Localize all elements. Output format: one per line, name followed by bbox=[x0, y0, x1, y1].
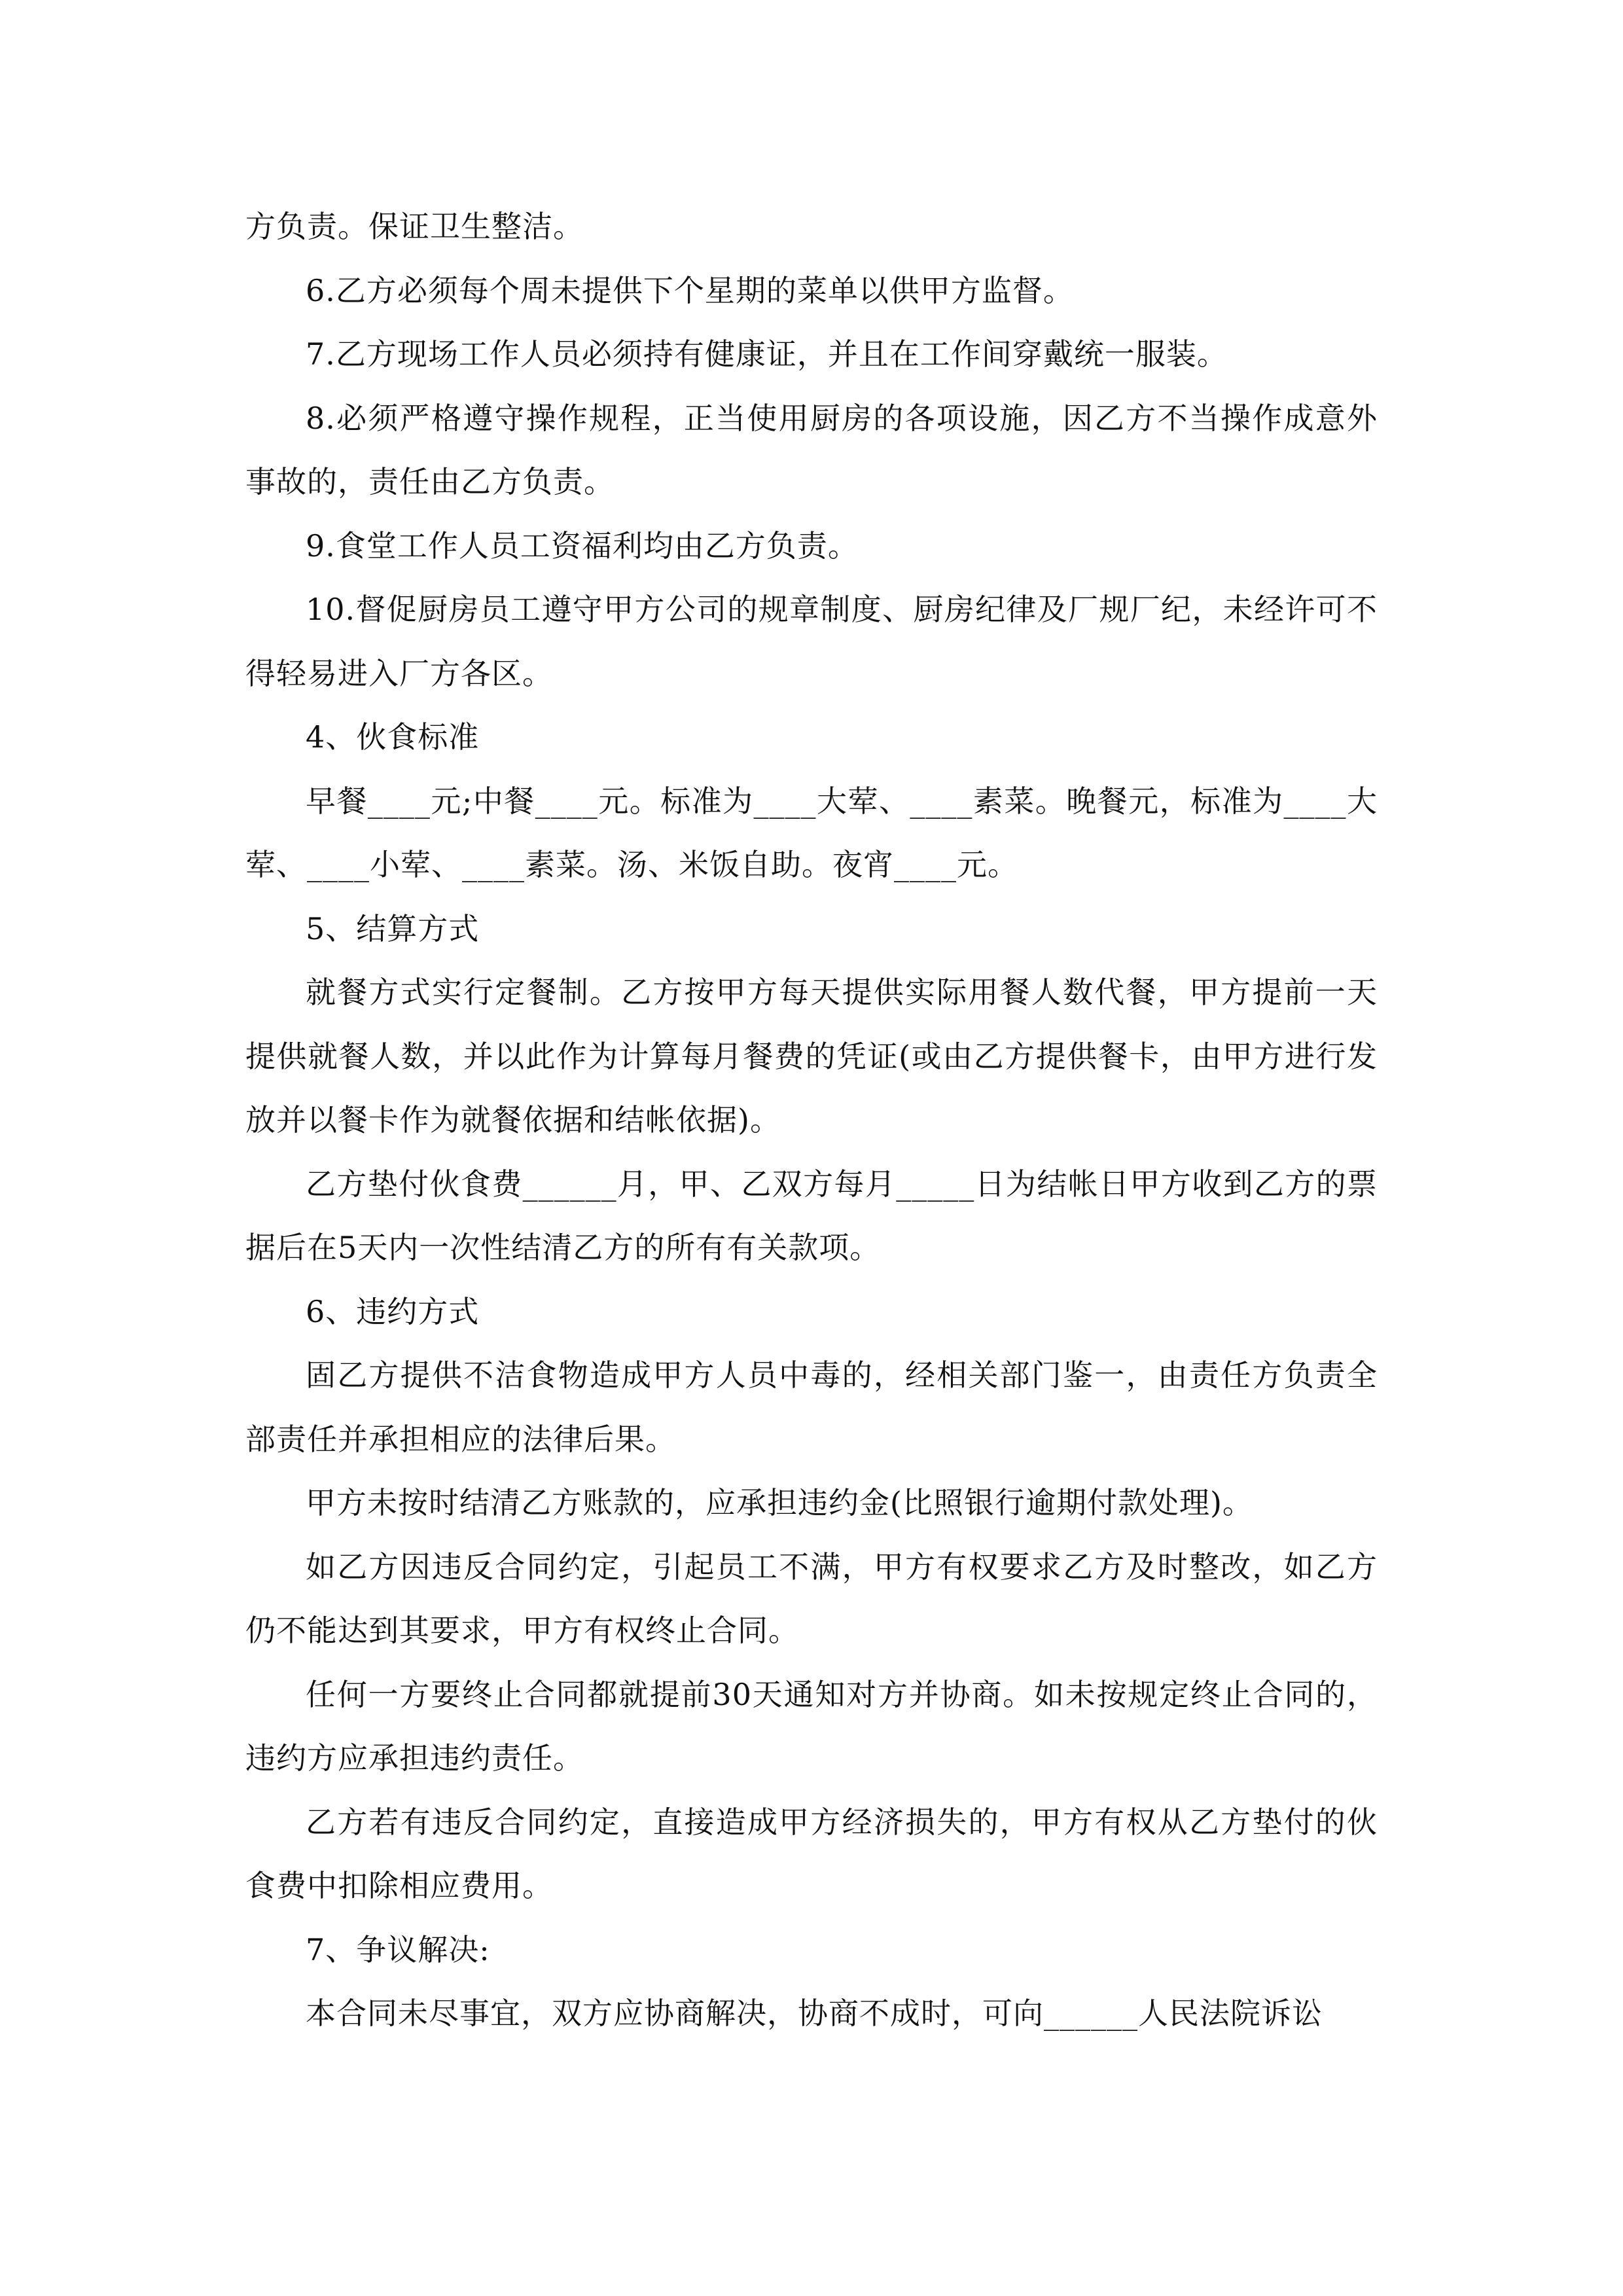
paragraph-meal-standard: 早餐____元;中餐____元。标准为____大荤、____素菜。晚餐元，标准为____大荤、____小荤、____素菜。汤、米饭自助。夜宵____元。 bbox=[245, 783, 1378, 882]
paragraph-item-10: 10.督促厨房员工遵守甲方公司的规章制度、厨房纪律及厂规厂纪，未经许可不得轻易进入厂方各区。 bbox=[245, 592, 1378, 691]
paragraph-breach-late-payment: 甲方未按时结清乙方账款的，应承担违约金(比照银行逾期付款处理)。 bbox=[306, 1485, 1253, 1520]
paragraph-item-6: 6.乙方必须每个周未提供下个星期的菜单以供甲方监督。 bbox=[306, 272, 1074, 308]
paragraph-item-8: 8.必须严格遵守操作规程，正当使用厨房的各项设施，因乙方不当操作成意外事故的，责任由乙方负责。 bbox=[245, 400, 1378, 499]
paragraph-continuation: 方负责。保证卫生整洁。 bbox=[245, 209, 584, 244]
paragraph-breach-complaints: 如乙方因违反合同约定，引起员工不满，甲方有权要求乙方及时整改，如乙方仍不能达到其要求，甲方有权终止合同。 bbox=[245, 1549, 1378, 1648]
section-heading-dispute: 7、争议解决: bbox=[306, 1931, 490, 1967]
paragraph-breach-termination: 任何一方要终止合同都就提前30天通知对方并协商。如未按规定终止合同的，违约方应承担违约责任。 bbox=[245, 1676, 1378, 1776]
paragraph-item-7: 7.乙方现场工作人员必须持有健康证，并且在工作间穿戴统一服装。 bbox=[306, 336, 1228, 372]
paragraph-breach-loss: 乙方若有违反合同约定，直接造成甲方经济损失的，甲方有权从乙方垫付的伙食费中扣除相应费用。 bbox=[245, 1804, 1378, 1903]
paragraph-breach-food: 固乙方提供不洁食物造成甲方人员中毒的，经相关部门鉴一，由责任方负责全部责任并承担相应的法律后果。 bbox=[245, 1357, 1378, 1457]
paragraph-settlement-method: 就餐方式实行定餐制。乙方按甲方每天提供实际用餐人数代餐，甲方提前一天提供就餐人数，并以此作为计算每月餐费的凭证(或由乙方提供餐卡，由甲方进行发放并以餐卡作为就餐依据和结帐依据)。 bbox=[245, 975, 1378, 1138]
document-body bbox=[245, 195, 1378, 2046]
section-heading-breach: 6、违约方式 bbox=[306, 1293, 480, 1329]
paragraph-dispute-resolution: 本合同未尽事宜，双方应协商解决，协商不成时，可向______人民法院诉讼 bbox=[306, 1996, 1323, 2031]
paragraph-settlement-payment: 乙方垫付伙食费______月，甲、乙双方每月_____日为结帐日甲方收到乙方的票据后在5天内一次性结清乙方的所有有关款项。 bbox=[245, 1166, 1378, 1265]
section-heading-meal-standard: 4、伙食标准 bbox=[306, 719, 480, 755]
paragraph-item-9: 9.食堂工作人员工资福利均由乙方负责。 bbox=[306, 528, 859, 564]
section-heading-settlement: 5、结算方式 bbox=[306, 910, 480, 946]
